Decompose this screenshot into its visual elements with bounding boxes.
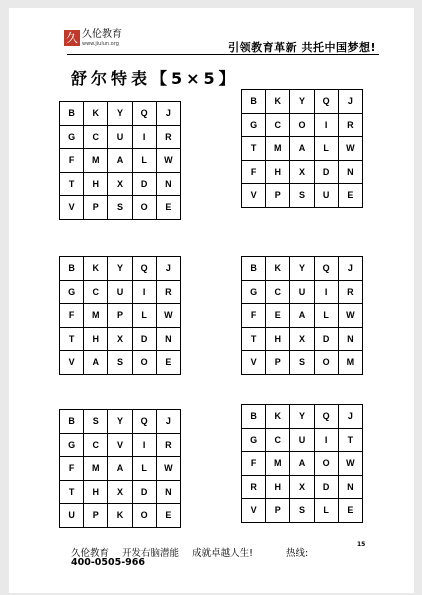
table-cell: X — [108, 480, 132, 504]
table-cell: J — [338, 257, 362, 281]
table-cell: S — [108, 196, 132, 220]
table-cell: F — [60, 149, 84, 173]
table-cell: L — [314, 137, 338, 161]
table-cell: G — [60, 280, 84, 304]
table-cell: M — [84, 304, 108, 328]
schulte-table-2 — [241, 89, 363, 208]
table-cell: C — [266, 280, 290, 304]
table-cell: E — [266, 304, 290, 328]
table-cell: U — [60, 504, 84, 528]
table-cell: Q — [132, 410, 156, 434]
table-cell: M — [338, 351, 362, 375]
table-cell: Q — [314, 257, 338, 281]
table-row — [242, 405, 363, 429]
table-cell: U — [290, 428, 314, 452]
table-cell: J — [156, 102, 180, 126]
brand-name: 久伦教育 — [82, 29, 122, 40]
table-cell: T — [60, 327, 84, 351]
table-cell: Y — [108, 410, 132, 434]
table-cell: K — [84, 257, 108, 281]
table-row — [242, 90, 363, 114]
table-cell: P — [266, 499, 290, 523]
table-cell: S — [108, 351, 132, 375]
footer-phone: 400-0505-966 — [71, 557, 145, 568]
table-cell: D — [314, 160, 338, 184]
table-cell: O — [132, 351, 156, 375]
table-cell: W — [156, 457, 180, 481]
table-cell: H — [266, 327, 290, 351]
table-cell: J — [156, 410, 180, 434]
table-row — [60, 457, 181, 481]
table-cell: S — [290, 351, 314, 375]
table-cell: J — [338, 90, 362, 114]
schulte-table-1 — [59, 101, 181, 220]
footer-motto-2: 成就卓越人生! — [192, 548, 253, 559]
table-cell: K — [266, 90, 290, 114]
table-cell: O — [314, 351, 338, 375]
table-row — [60, 102, 181, 126]
table-cell: Q — [314, 90, 338, 114]
table-row — [60, 149, 181, 173]
table-cell: N — [338, 160, 362, 184]
table-cell: S — [290, 499, 314, 523]
table-cell: A — [290, 304, 314, 328]
table-cell: D — [314, 475, 338, 499]
table-row — [242, 160, 363, 184]
table-cell: C — [266, 428, 290, 452]
table-cell: X — [290, 475, 314, 499]
table-cell: B — [60, 102, 84, 126]
table-cell: A — [108, 457, 132, 481]
table-row — [242, 475, 363, 499]
table-cell: U — [108, 125, 132, 149]
footer-motto-1: 开发右脑潜能 — [122, 548, 180, 559]
table-cell: O — [132, 196, 156, 220]
table-cell: L — [132, 304, 156, 328]
table-cell: D — [132, 327, 156, 351]
table-row — [60, 196, 181, 220]
table-cell: T — [60, 480, 84, 504]
table-cell: P — [84, 504, 108, 528]
table-cell: E — [338, 184, 362, 208]
table-cell: S — [290, 184, 314, 208]
brand-logo-icon: 久 — [65, 31, 78, 45]
table-cell: G — [242, 280, 266, 304]
table-cell: S — [84, 410, 108, 434]
table-cell: B — [242, 257, 266, 281]
table-cell: X — [108, 172, 132, 196]
table-cell: B — [242, 405, 266, 429]
table-cell: H — [266, 475, 290, 499]
table-cell: Y — [290, 257, 314, 281]
table-cell: A — [290, 137, 314, 161]
table-cell: E — [156, 351, 180, 375]
table-row — [242, 280, 363, 304]
table-cell: M — [84, 149, 108, 173]
table-row — [242, 428, 363, 452]
table-cell: N — [156, 327, 180, 351]
table-cell: N — [338, 327, 362, 351]
table-row — [60, 257, 181, 281]
table-cell: V — [60, 196, 84, 220]
table-cell: V — [242, 184, 266, 208]
table-row — [60, 504, 181, 528]
table-cell: H — [266, 160, 290, 184]
table-cell: U — [314, 184, 338, 208]
table-cell: L — [132, 149, 156, 173]
table-cell: E — [338, 499, 362, 523]
table-cell: F — [60, 457, 84, 481]
table-row — [242, 499, 363, 523]
table-cell: A — [290, 452, 314, 476]
table-cell: O — [314, 452, 338, 476]
table-cell: E — [156, 196, 180, 220]
table-row — [242, 113, 363, 137]
table-cell: F — [242, 160, 266, 184]
table-row — [242, 304, 363, 328]
table-cell: G — [242, 428, 266, 452]
brand-url: www.jiulun.org — [82, 41, 119, 47]
schulte-table-6 — [241, 404, 363, 523]
table-cell: T — [242, 327, 266, 351]
table-cell: Y — [290, 405, 314, 429]
table-cell: I — [132, 125, 156, 149]
table-row — [60, 351, 181, 375]
table-cell: I — [132, 280, 156, 304]
table-cell: G — [60, 433, 84, 457]
table-cell: D — [314, 327, 338, 351]
table-cell: N — [156, 480, 180, 504]
table-cell: V — [242, 351, 266, 375]
worksheet-page — [9, 8, 414, 593]
table-cell: G — [60, 125, 84, 149]
table-cell: T — [60, 172, 84, 196]
table-cell: L — [314, 304, 338, 328]
table-cell: P — [266, 184, 290, 208]
table-cell: K — [108, 504, 132, 528]
page-number: 15 — [357, 541, 366, 548]
table-cell: K — [84, 102, 108, 126]
table-cell: I — [314, 428, 338, 452]
schulte-table-3 — [59, 256, 181, 375]
table-cell: W — [338, 452, 362, 476]
table-row — [242, 137, 363, 161]
table-cell: O — [290, 113, 314, 137]
table-cell: W — [156, 304, 180, 328]
table-cell: A — [108, 149, 132, 173]
table-cell: X — [290, 160, 314, 184]
table-cell: F — [242, 304, 266, 328]
table-cell: C — [266, 113, 290, 137]
table-row — [242, 257, 363, 281]
table-cell: V — [108, 433, 132, 457]
table-cell: W — [156, 149, 180, 173]
table-cell: R — [156, 125, 180, 149]
table-cell: I — [314, 113, 338, 137]
table-cell: B — [242, 90, 266, 114]
table-cell: G — [242, 113, 266, 137]
table-cell: M — [266, 452, 290, 476]
footer-hotline-label: 热线: — [285, 548, 309, 559]
table-cell: Q — [314, 405, 338, 429]
table-cell: Y — [290, 90, 314, 114]
schulte-table-4 — [241, 256, 363, 375]
table-cell: C — [84, 280, 108, 304]
table-cell: A — [84, 351, 108, 375]
table-cell: K — [266, 257, 290, 281]
table-cell: T — [242, 137, 266, 161]
table-cell: N — [338, 475, 362, 499]
table-cell: B — [60, 257, 84, 281]
table-cell: F — [242, 452, 266, 476]
header-slogan: 引领教育革新 共托中国梦想! — [228, 41, 376, 54]
table-row — [242, 452, 363, 476]
table-cell: H — [84, 327, 108, 351]
table-cell: P — [108, 304, 132, 328]
table-cell: R — [338, 280, 362, 304]
table-cell: T — [338, 428, 362, 452]
table-cell: V — [60, 351, 84, 375]
table-cell: I — [132, 433, 156, 457]
table-cell: P — [84, 196, 108, 220]
table-cell: W — [338, 137, 362, 161]
table-cell: N — [156, 172, 180, 196]
table-cell: V — [242, 499, 266, 523]
table-row — [60, 304, 181, 328]
table-cell: U — [290, 280, 314, 304]
table-cell: I — [314, 280, 338, 304]
table-cell: R — [156, 433, 180, 457]
table-cell: Y — [108, 257, 132, 281]
table-cell: C — [84, 433, 108, 457]
table-cell: M — [266, 137, 290, 161]
table-cell: F — [60, 304, 84, 328]
table-cell: R — [242, 475, 266, 499]
table-cell: Q — [132, 257, 156, 281]
table-cell: Y — [108, 102, 132, 126]
table-row — [60, 327, 181, 351]
footer-brand: 久伦教育 — [71, 548, 110, 559]
table-cell: O — [132, 504, 156, 528]
table-cell: K — [266, 405, 290, 429]
table-cell: X — [290, 327, 314, 351]
table-cell: U — [108, 280, 132, 304]
table-row — [60, 172, 181, 196]
table-cell: J — [338, 405, 362, 429]
table-cell: L — [314, 499, 338, 523]
table-cell: H — [84, 172, 108, 196]
table-row — [242, 327, 363, 351]
table-cell: B — [60, 410, 84, 434]
table-row — [60, 480, 181, 504]
table-cell: R — [156, 280, 180, 304]
table-cell: M — [84, 457, 108, 481]
table-cell: D — [132, 172, 156, 196]
table-cell: C — [84, 125, 108, 149]
table-row — [60, 433, 181, 457]
schulte-table-5 — [59, 409, 181, 528]
table-cell: P — [266, 351, 290, 375]
table-row — [242, 184, 363, 208]
table-cell: Q — [132, 102, 156, 126]
page-title: 舒尔特表【5×5】 — [71, 69, 239, 88]
table-cell: D — [132, 480, 156, 504]
header-divider — [67, 54, 379, 55]
table-cell: H — [84, 480, 108, 504]
table-cell: R — [338, 113, 362, 137]
table-cell: W — [338, 304, 362, 328]
table-row — [242, 351, 363, 375]
table-row — [60, 280, 181, 304]
table-cell: X — [108, 327, 132, 351]
table-row — [60, 410, 181, 434]
table-cell: E — [156, 504, 180, 528]
table-row — [60, 125, 181, 149]
table-cell: J — [156, 257, 180, 281]
table-cell: L — [132, 457, 156, 481]
